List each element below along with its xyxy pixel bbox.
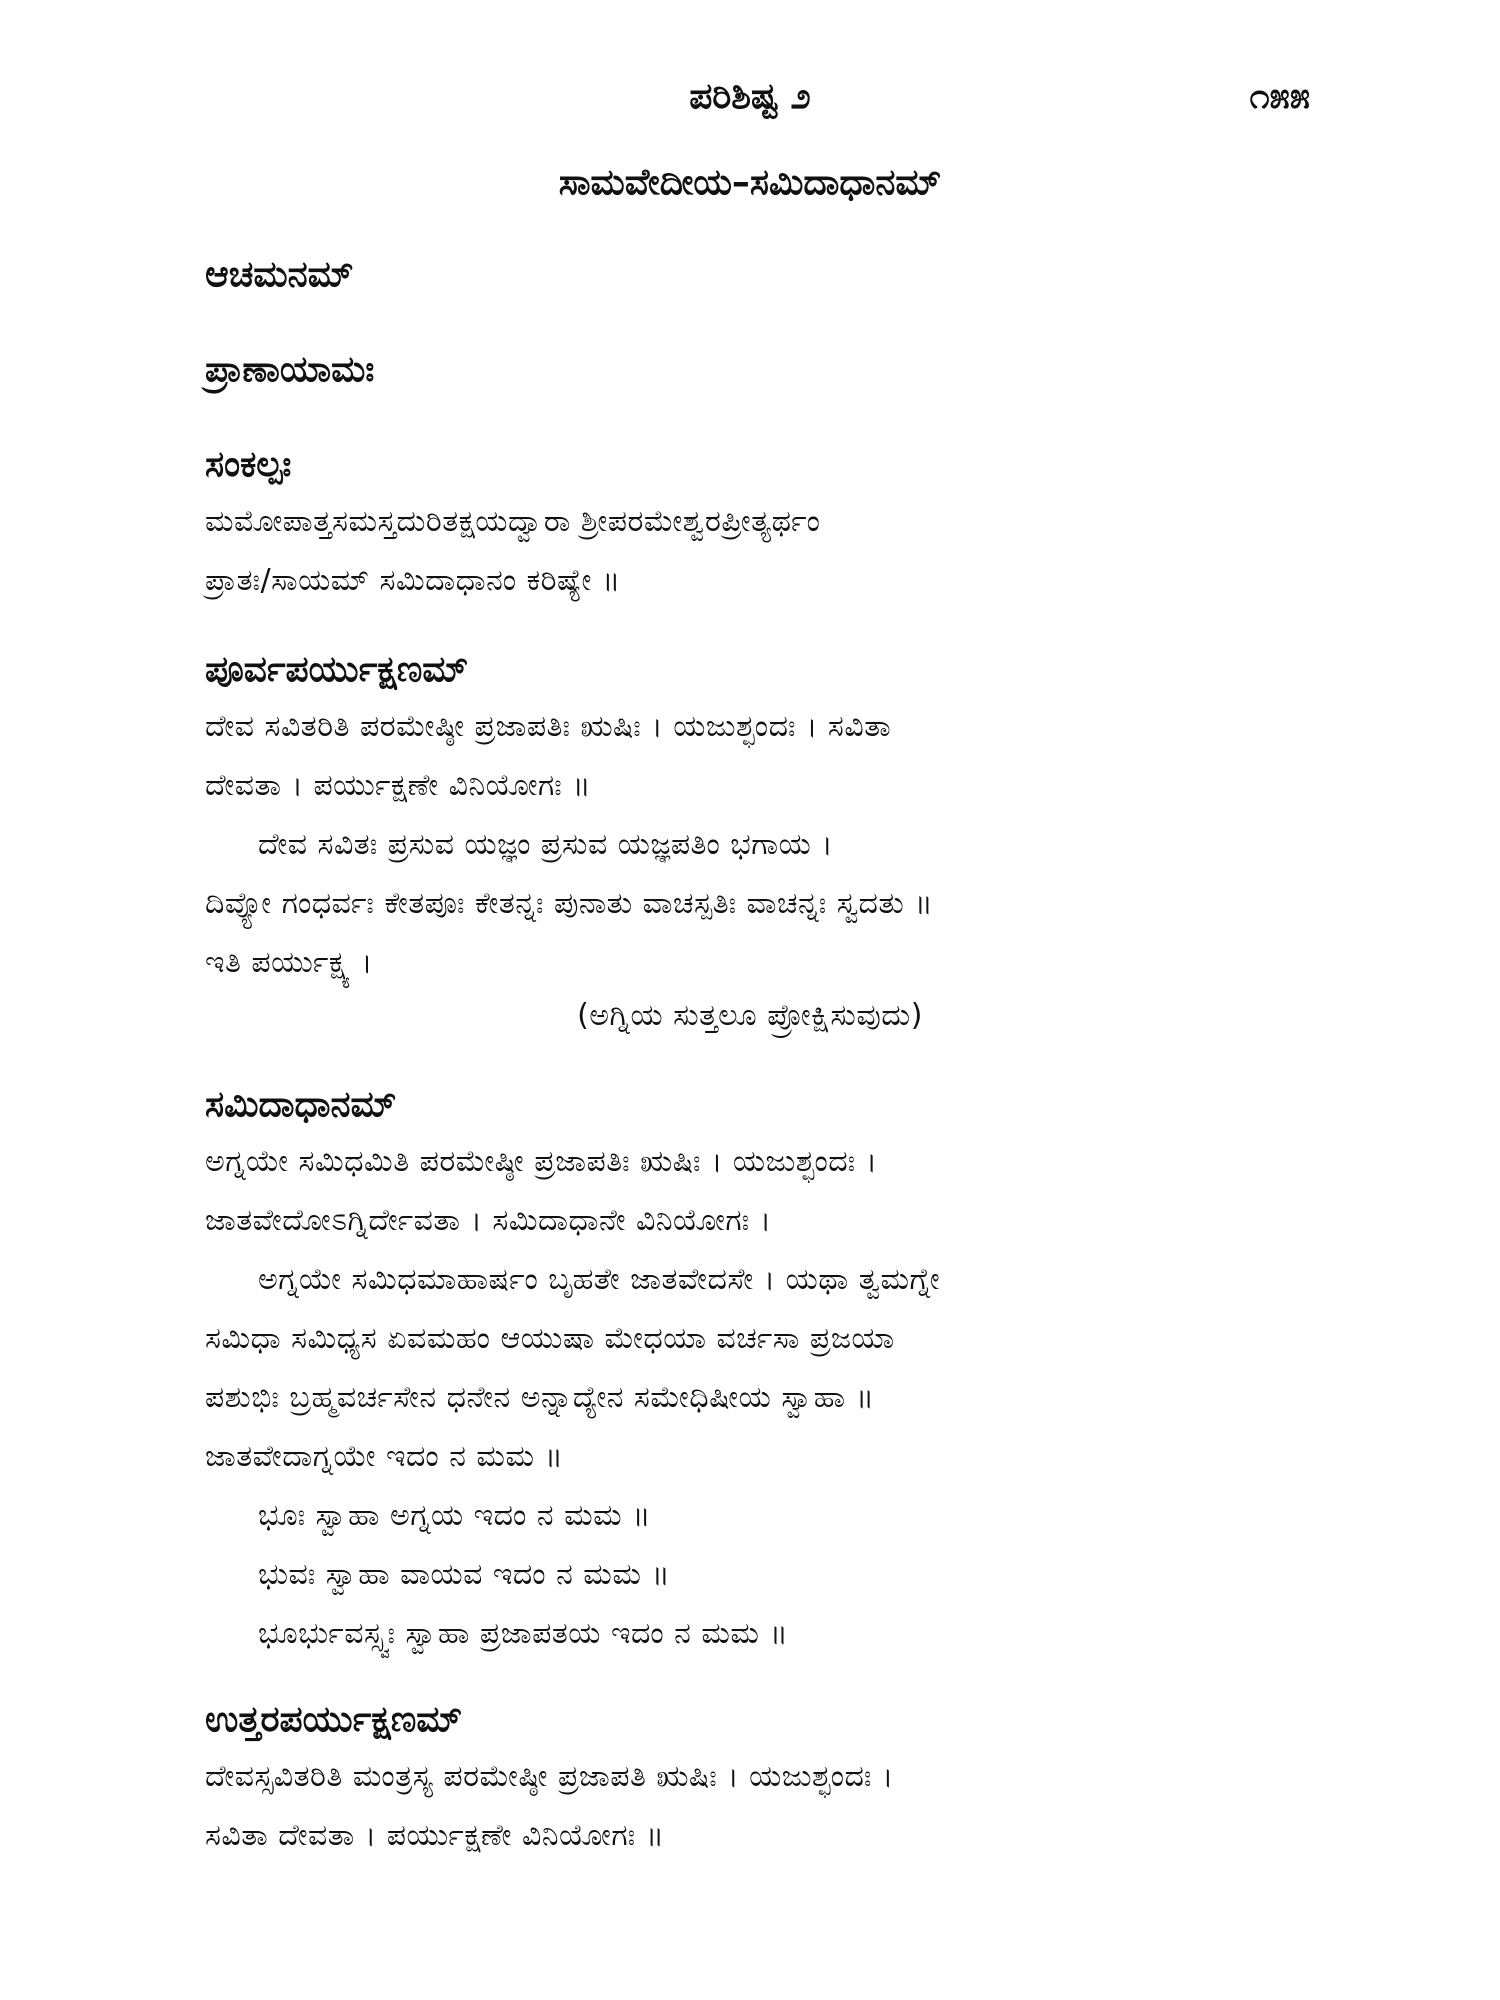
page-number: ೧೫೫ xyxy=(1249,76,1310,117)
text-line: ಸಮಿಧಾ ಸಮಿಧ್ಯಸ ಏವಮಹಂ ಆಯುಷಾ ಮೇಧಯಾ ವರ್ಚಸಾ ಪ್ರಜಯಾ xyxy=(205,1321,895,1356)
text-line: ಭೂರ್ಭುವಸ್ಸ್ವಃ ಸ್ವಾಹಾ ಪ್ರಜಾಪತಯ ಇದಂ ನ ಮಮ ॥ xyxy=(258,1616,789,1651)
text-line: ದೇವ ಸವಿತಃ ಪ್ರಸುವ ಯಜ್ಞಂ ಪ್ರಸುವ ಯಜ್ಞಪತಿಂ ಭಗಾಯ । xyxy=(258,827,834,862)
section-heading-purva-paryukshanam: ಪೂರ್ವಪರ್ಯುಕ್ಷಣಮ್ xyxy=(205,649,469,690)
running-title: ಪರಿಶಿಷ್ಟ ೨ xyxy=(689,76,811,117)
section-heading-pranayama: ಪ್ರಾಣಾಯಾಮಃ xyxy=(205,349,375,390)
text-line: ಮಮೋಪಾತ್ತಸಮಸ್ತದುರಿತಕ್ಷಯದ್ವಾರಾ ಶ್ರೀಪರಮೇಶ್ವರಪ್ರೀತ್ಯರ್ಥಂ xyxy=(205,504,821,539)
running-header xyxy=(0,72,1500,122)
text-line: ಭೂಃ ಸ್ವಾಹಾ ಅಗ್ನಯ ಇದಂ ನ ಮಮ ॥ xyxy=(258,1498,651,1533)
section-heading-sankalpa: ಸಂಕಲ್ಪಃ xyxy=(205,444,292,485)
text-line: ಭುವಃ ಸ್ವಾಹಾ ವಾಯವ ಇದಂ ನ ಮಮ ॥ xyxy=(258,1557,671,1592)
text-line: ಜಾತವೇದಾಗ್ನಯೇ ಇದಂ ನ ಮಮ ॥ xyxy=(205,1439,564,1474)
text-line: ಪಶುಭಿಃ ಬ್ರಹ್ಮವರ್ಚಸೇನ ಧನೇನ ಅನ್ನಾದ್ಯೇನ ಸಮೇಧಿಷೀಯ ಸ್ವಾಹಾ ॥ xyxy=(205,1380,875,1415)
text-line: ಪ್ರಾತಃ/ಸಾಯಮ್ ಸಮಿದಾಧಾನಂ ಕರಿಷ್ಯೇ ॥ xyxy=(205,563,621,598)
section-heading-samidadhanam: ಸಮಿದಾಧಾನಮ್ xyxy=(205,1084,397,1125)
page-title: ಸಾಮವೇದೀಯ–ಸಮಿದಾಧಾನಮ್ xyxy=(558,162,942,203)
text-line: ದಿವ್ಯೋ ಗಂಧರ್ವಃ ಕೇತಪೂಃ ಕೇತನ್ನಃ ಪುನಾತು ವಾಚಸ್ಪತಿಃ ವಾಚನ್ನಃ ಸ್ವದತು ॥ xyxy=(205,886,934,921)
section-heading-achamanam: ಆಚಮನಮ್ xyxy=(205,254,354,295)
text-line: ಜಾತವೇದೋಽಗ್ನಿರ್ದೇವತಾ । ಸಮಿದಾಧಾನೇ ವಿನಿಯೋಗಃ । xyxy=(205,1203,772,1238)
text-line: ಅಗ್ನಯೇ ಸಮಿಧಮಿತಿ ಪರಮೇಷ್ಠೀ ಪ್ರಜಾಪತಿಃ ಋಷಿಃ । ಯಜುಶ್ಛಂದಃ । xyxy=(205,1144,878,1179)
instruction-note: (ಅಗ್ನಿಯ ಸುತ್ತಲೂ ಪ್ರೋಕ್ಷಿಸುವುದು) xyxy=(577,998,923,1033)
section-heading-uttara-paryukshanam: ಉತ್ತರಪರ್ಯುಕ್ಷಣಮ್ xyxy=(205,1699,463,1740)
text-line: ಸವಿತಾ ದೇವತಾ । ಪರ್ಯುಕ್ಷಣೇ ವಿನಿಯೋಗಃ ॥ xyxy=(205,1818,665,1853)
text-line: ದೇವಸ್ಸವಿತರಿತಿ ಮಂತ್ರಸ್ಯ ಪರಮೇಷ್ಠೀ ಪ್ರಜಾಪತಿ ಋಷಿಃ । ಯಜುಶ್ಛಂದಃ । xyxy=(205,1759,894,1794)
text-line: ದೇವತಾ । ಪರ್ಯುಕ್ಷಣೇ ವಿನಿಯೋಗಃ ॥ xyxy=(205,768,592,803)
text-line: ಅಗ್ನಯೇ ಸಮಿಧಮಾಹಾರ್ಷಂ ಬೃಹತೇ ಜಾತವೇದಸೇ । ಯಥಾ ತ್ವಮಗ್ನೇ xyxy=(258,1262,941,1297)
text-line: ದೇವ ಸವಿತರಿತಿ ಪರಮೇಷ್ಠೀ ಪ್ರಜಾಪತಿಃ ಋಷಿಃ । ಯಜುಶ್ಛಂದಃ । ಸವಿತಾ xyxy=(205,709,892,744)
text-line: ಇತಿ ಪರ್ಯುಕ್ಷ್ಯ । xyxy=(205,945,373,980)
